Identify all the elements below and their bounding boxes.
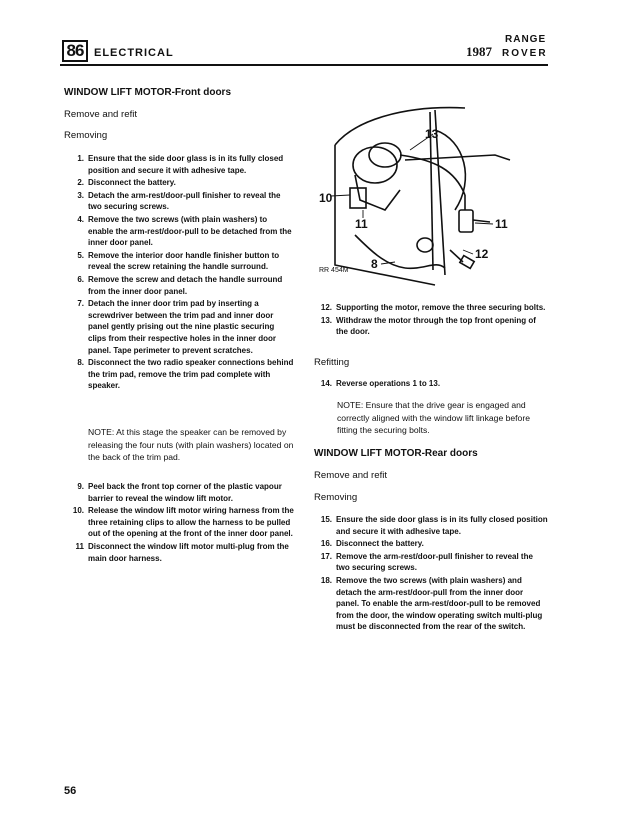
list-item: 16. Disconnect the battery. [320, 539, 424, 549]
list-item: 10. Release the window lift motor wiring harness from the three retaining clips to allow the harness to be pulled out of the opening at the front of the inner door panel. [72, 506, 294, 539]
list-item: 7. Detach the inner door trim pad by inserting a screwdriver between the trim pad and inner door panel gently prising out the nine plastic securing clips from their respective holes in the inner door panel. Tape perimeter to prevent scratches. [77, 299, 277, 355]
list-item: 8. Disconnect the two radio speaker connections behind the trim pad, remove the trim pad complete with speaker. [77, 358, 294, 391]
drive-gear-note: NOTE: Ensure that the drive gear is engaged and correctly aligned with the window lift linkage before fitting the securing bolts. [337, 400, 530, 436]
front-door-steps [64, 153, 294, 393]
callout-8: 8 [371, 257, 378, 271]
front-door-steps-final [312, 302, 548, 339]
removing-heading: Removing [64, 130, 108, 141]
model-year: 1987 [466, 44, 492, 59]
rear-removing-heading: Removing [314, 492, 358, 503]
section-label: ELECTRICAL [94, 47, 174, 59]
brand-line-2: ROVER [502, 48, 548, 59]
list-item: 4. Remove the two screws (with plain washers) to enable the arm-rest/door-pull to be detached from the inner door panel. [77, 214, 292, 248]
list-item: 6. Remove the screw and detach the handle surround from the inner door panel. [77, 274, 283, 296]
callout-13: 13 [425, 127, 439, 141]
refit-steps [312, 378, 548, 391]
callout-11-left: 11 [355, 217, 368, 231]
rear-door-steps [312, 514, 548, 634]
brand-line-1: RANGE [505, 34, 547, 45]
callout-10: 10 [319, 191, 333, 205]
list-item: 15. Ensure the side door glass is in its fully closed position and secure it with adhesive tape. [320, 515, 548, 536]
list-item: 5. Remove the interior door handle finisher button to reveal the screw retaining the handle surround. [77, 250, 280, 272]
rear-remove-refit-heading: Remove and refit [314, 470, 388, 481]
section-title-front: WINDOW LIFT MOTOR-Front doors [64, 87, 232, 98]
list-item: 12. Supporting the motor, remove the three securing bolts. [320, 303, 546, 312]
diagram-reference: RR 454M [319, 267, 349, 274]
callout-11-right: 11 [495, 217, 508, 231]
front-door-steps-continued [64, 481, 294, 565]
list-item: 3. Detach the arm-rest/door-pull finisher to reveal the two securing screws. [77, 190, 281, 212]
list-item: 9. Peel back the front top corner of the plastic vapour barrier to reveal the window lift motor. [77, 482, 282, 503]
list-item: 13. Withdraw the motor through the top front opening of the door. [320, 315, 536, 337]
list-item: 17. Remove the arm-rest/door-pull finisher to reveal the two securing screws. [320, 551, 533, 573]
speaker-note: NOTE: At this stage the speaker can be removed by releasing the four nuts (with plain washers) located on the back of the trim pad. [88, 427, 294, 463]
page-number: 56 [64, 785, 77, 797]
list-item: 11 Disconnect the window lift motor multi-plug from the main door harness. [75, 541, 289, 563]
callout-12: 12 [475, 247, 489, 261]
section-title-rear: WINDOW LIFT MOTOR-Rear doors [314, 448, 478, 459]
remove-refit-heading: Remove and refit [64, 109, 138, 120]
section-number-box: 86 [62, 40, 88, 62]
list-item: 18. Remove the two screws (with plain washers) and detach the arm-rest/door-pull from the inner door panel. To enable the arm-rest/door-pull to be removed from the door, the window operating switch multi-plug must be disconnected from the rear of the switch. [320, 575, 543, 632]
list-item: 1. Ensure that the side door glass is in its fully closed position and secure it with adhesive tape. [77, 154, 284, 175]
header-rule [60, 64, 548, 66]
refitting-heading: Refitting [314, 357, 350, 368]
window-lift-motor-diagram [315, 100, 545, 295]
list-item: 2. Disconnect the battery. [77, 178, 176, 188]
list-item: 14. Reverse operations 1 to 13. [320, 379, 441, 388]
